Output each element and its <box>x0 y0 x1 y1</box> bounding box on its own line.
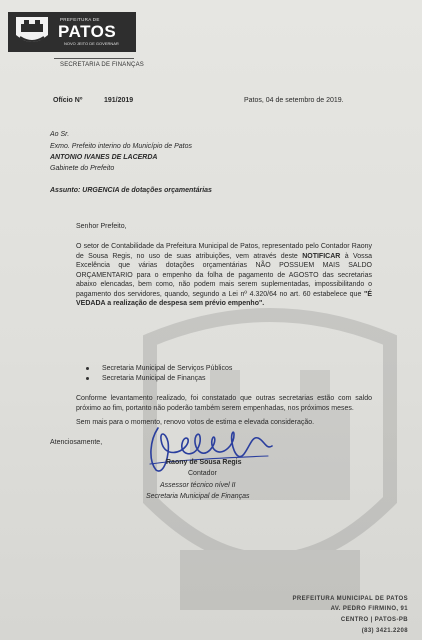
header-divider <box>54 58 134 59</box>
bullet-icon <box>86 377 89 380</box>
legal-quote: "É VEDADA a realização de despesa sem prévio empenho". <box>76 290 372 307</box>
oficio-number: 191/2019 <box>104 97 134 104</box>
list-item: Secretaria Municipal de Finanças <box>86 374 232 384</box>
bullet-icon <box>86 367 89 370</box>
recipient-office: Gabinete do Prefeito <box>50 165 115 172</box>
addressee-prefix: Ao Sr. <box>50 131 70 138</box>
secretaria-heading: SECRETARIA DE FINANÇAS <box>60 62 144 68</box>
recipient-name: ANTONIO IVANES DE LACERDA <box>50 154 158 161</box>
logo-tagline: NOVO JEITO DE GOVERNAR <box>64 41 119 46</box>
footer-phone: (83) 3421.2208 <box>361 628 408 634</box>
salutation: Senhor Prefeito, <box>76 223 127 230</box>
oficio-label: Ofício Nº <box>53 97 83 104</box>
notificar-keyword: NOTIFICAR <box>302 252 341 260</box>
closing-salutation: Atenciosamente, <box>50 439 103 446</box>
letter-date: Patos, 04 de setembro de 2019. <box>244 97 344 104</box>
paragraph-levantamento: Conforme levantamento realizado, foi constatado que outras secretarias estão com saldo próximo ao fim, portanto não poderão também serem empenhadas, nos próximos meses. <box>76 395 372 412</box>
paragraph-1-intro: O setor de Contabilidade da Prefeitura Municipal de Patos, representado pelo Contador Raony de Sousa Regis, no uso de suas atribuições, vem através deste <box>76 243 372 260</box>
subject-line: Assunto: URGENCIA de dotações orçamentárias <box>50 187 212 194</box>
paragraph-notification <box>76 242 372 309</box>
crest-icon <box>12 15 52 49</box>
logo-prefeitura-text: PREFEITURA DE <box>60 17 100 22</box>
list-item: Secretaria Municipal de Serviços Públicos <box>86 364 232 374</box>
footer-address: AV. PEDRO FIRMINO, 91 <box>330 606 408 612</box>
signatory-name: Raony de Sousa Regis <box>166 459 242 466</box>
signatory-department: Secretaria Municipal de Finanças <box>146 493 250 500</box>
secretarias-list <box>86 364 232 383</box>
paragraph-1-body: à Vossa Excelência que várias dotações orçamentárias NÃO POSSUEM MAIS SALDO ORÇAMENTARIO para o empenho da folha de pagamento de AGOSTO das secretarias abaixo elencadas, bem como, não podem mais serem suplementadas, impossibilitando o pagamento dos servidores, quando, segundo a Lei nº 4.320/64 no art. 60 estabelece que <box>76 252 373 298</box>
logo-patos-text: PATOS <box>58 22 117 41</box>
footer-city: CENTRO | PATOS-PB <box>340 617 408 623</box>
signatory-title: Assessor técnico nível II <box>160 482 236 489</box>
paragraph-closing-remark: Sem mais para o momento, renovo votos de estima e elevada consideração. <box>76 419 315 426</box>
footer-org: PREFEITURA MUNICIPAL DE PATOS <box>292 596 408 602</box>
addressee-title: Exmo. Prefeito interino do Município de Patos <box>50 143 193 150</box>
signatory-role: Contador <box>188 470 217 477</box>
